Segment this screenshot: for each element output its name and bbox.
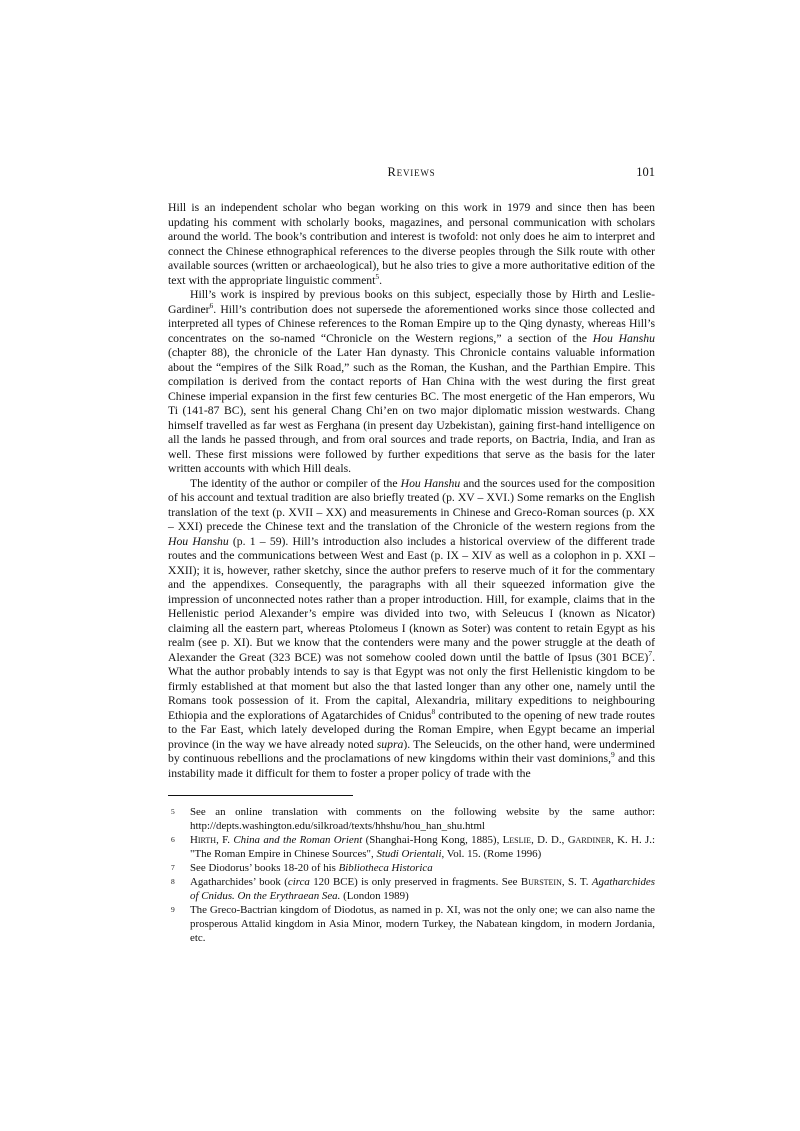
text-segment: (chapter 88), the chronicle of the Later Han dynasty. This Chronicle contains valuable information about the “empires of the Silk Road,” such as the Roman, the Kushan, and the Parthian Empire. This compilation is derived from the contact reports of Han China with the west during the first great Chinese imperial expansion in the first few centuries BC. The most energetic of the Han emperors, Wu Ti (141-87 BC), sent his general Chang Chi’en on two major diplomatic mission westwards. Chang himself travelled as far west as Ferghana (in present day Uzbekistan), gaining first-hand intelligence on all the lands he passed through, and from oral sources and trade reports, on Bactria, India, and Iran as well. These first missions were followed by further expeditions that serve as the basis for the later written accounts with which Hill deals.: [168, 346, 655, 475]
footnote: [168, 861, 655, 875]
footnotes: [168, 805, 655, 945]
text-segment: China and the Roman Orient: [233, 834, 363, 846]
text-segment: Hill is an independent scholar who began working on this work in 1979 and since then has been updating his comment with scholarly books, magazines, and personal communication with scholars around the world. The book’s contribution and interest is twofold: not only does he aim to interpret and connect the Chinese ethnographical references to the diverse peoples through the Silk route with other available sources (written or archaeological), but he also tries to give a more authoritative edition of the text with the appropriate linguistic comment: [168, 201, 655, 287]
text-segment: circa: [287, 876, 310, 888]
text-segment: ). The Seleucids, on the other hand, were undermined by continuous rebellions and the proclamations of new kingdoms within their vast dominions,: [168, 737, 656, 765]
footnote-marker: 5: [375, 271, 380, 281]
footnote-text: [190, 876, 655, 902]
text-segment: Hirth: [190, 834, 217, 846]
text-segment: , Vol. 15. (Rome 1996): [441, 848, 542, 860]
text-segment: Burstein: [520, 876, 562, 888]
footnote: [168, 903, 655, 945]
text-segment: (Shanghai-Hong Kong, 1885),: [362, 834, 503, 846]
text-segment: The Greco-Bactrian kingdom of Diodotus, as named in p. XI, was not the only one; we can also name the prosperous Attalid kingdom in Asia Minor, modern Turkey, the Nabatean kingdom, in modern Jordania, etc.: [190, 904, 655, 944]
footnote-text: [190, 806, 655, 832]
footnote-number: 5: [171, 807, 175, 816]
text-segment: Hou Hanshu: [168, 534, 229, 548]
text-segment: Hill’s work is inspired by previous books on this subject, especially those by Hirth and Leslie-Gardiner: [168, 288, 655, 316]
text-segment: supra: [376, 737, 404, 751]
paragraph: [168, 288, 655, 477]
text-segment: See Diodorus’ books 18-20 of his: [190, 862, 339, 874]
page-number: 101: [636, 165, 655, 179]
text-segment: Hou Hanshu: [400, 476, 461, 490]
text-segment: Agatharchides’ book (: [190, 876, 288, 888]
running-head: [168, 165, 655, 181]
footnote-number: 7: [171, 863, 175, 872]
text-segment: The identity of the author or compiler of the: [190, 476, 401, 490]
footnote-text: [190, 862, 433, 874]
paragraph: [168, 477, 655, 782]
footnote-marker: 8: [431, 706, 436, 716]
text-segment: . Hill’s contribution does not supersede the aforementioned works since those collected and interpreted all types of Chinese references to the Roman Empire up to the Qing dynasty, whereas Hill’s concentrates on the so-named “Chronicle on the Western regions,” a section of the: [168, 302, 655, 345]
body-text: [168, 201, 655, 781]
text-segment: .: [379, 273, 383, 287]
footnote-number: 9: [171, 905, 175, 914]
page-title: Reviews: [387, 165, 436, 179]
text-segment: , D. D.,: [531, 834, 568, 846]
footnote: [168, 875, 655, 903]
text-segment: Gardiner: [567, 834, 612, 846]
text-block: [168, 165, 655, 945]
text-segment: Leslie: [502, 834, 532, 846]
footnote-number: 6: [171, 835, 175, 844]
text-segment: . What the author probably intends to say is that Egypt was not only the first Hellenistic kingdom to be firmly established at that moment but also the that lasted longer than any other one, namely until the Romans took possession of it. From the capital, Alexandria, military expeditions to neighbouring Ethiopia and the explorations of Agatarchides of Cnidus: [168, 650, 655, 722]
text-segment: See an online translation with comments on the following website by the same author: http://depts.washington.edu/silkroad/texts/hhshu/hou_han_shu.html: [190, 806, 655, 832]
text-segment: (London 1989): [340, 890, 409, 902]
text-segment: , S. T.: [561, 876, 592, 888]
footnote-text: [190, 904, 655, 944]
footnote-marker: 7: [648, 648, 653, 658]
text-segment: Bibliotheca Historica: [338, 862, 433, 874]
text-segment: and this instability made it difficult for them to foster a proper policy of trade with the: [168, 752, 655, 780]
text-segment: (p. 1 – 59). Hill’s introduction also includes a historical overview of the different trade routes and the communications between West and East (p. IX – XIV as well as a colophon in p. XXI – XXII); it is, however, rather sketchy, since the author prefers to reserve much of it for the commentary and the appendixes. Consequently, the paragraphs with all their squeezed information give the impression of unconnected notes rather than a proper introduction. Hill, for example, claims that in the Hellenistic period Alexander’s empire was divided into two, with Seleucus I (known as Nicator) claiming all the eastern part, whereas Ptolomeus I (known as Soter) was content to retain Egypt as his realm (see p. XI). But we know that the contenders were many and the power struggle at the death of Alexander the Great (323 BCE) was not somehow cooled down until the battle of Ipsus (301 BCE): [168, 534, 655, 664]
text-segment: contributed to the opening of new trade routes to the Far East, which lately developed during the Roman Empire, when Egypt became an imperial province (in the way we have already noted: [168, 708, 655, 751]
footnote-text: [190, 834, 655, 860]
text-segment: , F.: [216, 834, 234, 846]
footnote: [168, 805, 655, 833]
text-segment: , K. H. J.: "The Roman Empire in Chinese Sources",: [190, 834, 655, 860]
text-segment: Hou Hanshu: [592, 331, 655, 345]
footnote-separator: [168, 795, 353, 796]
text-segment: Agatharchides of Cnidus. On the Erythraean Sea.: [190, 876, 655, 902]
paragraph: [168, 201, 655, 288]
footnote-number: 8: [171, 877, 175, 886]
text-segment: and the sources used for the composition of his account and textual tradition are also briefly treated (p. XV – XVI.) Some remarks on the English translation of the text (p. XVII – XX) and measurements in Chinese and Greco-Roman sources (p. XX – XXI) precede the Chinese text and the translation of the Chronicle of the western regions from the: [168, 476, 655, 533]
footnote-marker: 6: [209, 300, 214, 310]
footnote: [168, 833, 655, 861]
text-segment: Studi Orientali: [376, 848, 442, 860]
footnote-marker: 9: [611, 750, 615, 760]
text-segment: 120 BCE) is only preserved in fragments. See: [309, 876, 521, 888]
